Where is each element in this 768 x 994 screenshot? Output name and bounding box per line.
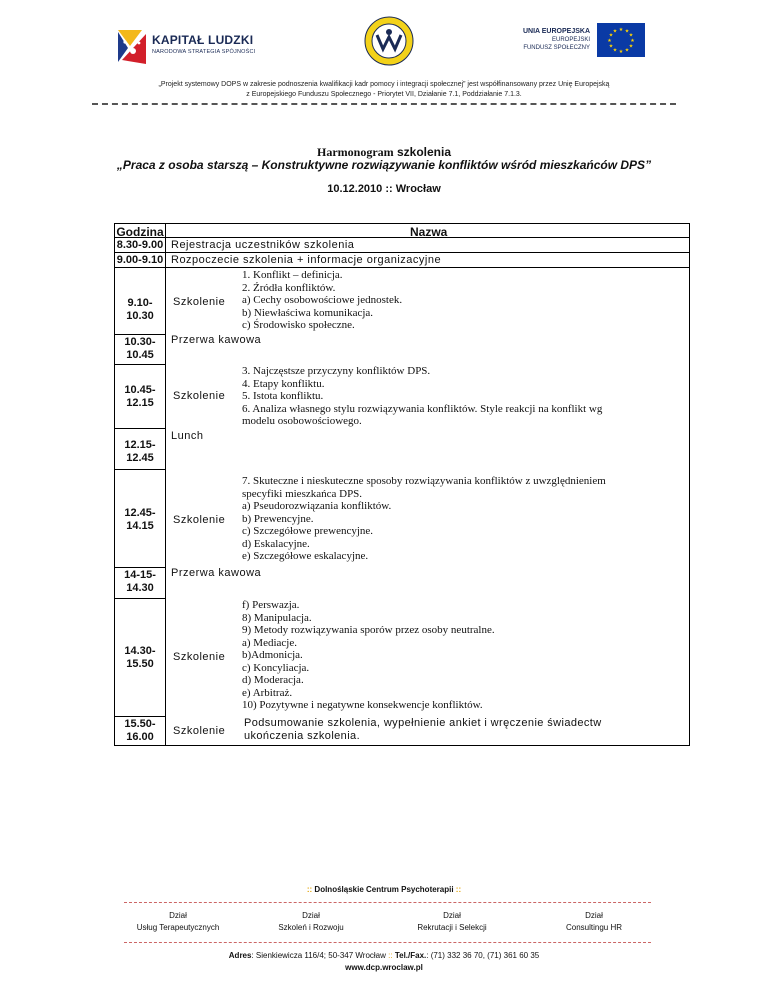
dept-label: Dział: [169, 911, 187, 920]
list-item: a) Cechy osobowościowe jednostek.: [242, 294, 403, 306]
row1-time: 8.30-9.00: [116, 239, 164, 251]
row-divider: [114, 252, 690, 253]
svg-text:★: ★: [608, 43, 614, 50]
eu-line3: FUNDUSZ SPOŁECZNY: [523, 45, 590, 51]
addr-value: : Sienkiewicza 116/4; 50-347 Wrocław: [251, 951, 386, 960]
dept-consulting: [514, 910, 674, 934]
kapital-ludzki-logo-icon: [112, 24, 272, 72]
row9-time-start: 14.30-: [124, 645, 156, 657]
project-line1: „Projekt systemowy DOPS w zakresie podnoszenia kwalifikacji kadr pomocy i integracji społecznej” jest współfinansowany przez Unię Europejską: [158, 81, 610, 88]
row5-time: [114, 384, 166, 410]
list-item: 1. Konflikt – definicja.: [242, 269, 343, 281]
row7-type: Szkolenie: [173, 514, 226, 526]
svg-text:★: ★: [624, 47, 630, 54]
svg-text:★: ★: [624, 28, 630, 35]
row-divider: [114, 469, 166, 470]
dept-name: Consultingu HR: [565, 923, 623, 932]
dept-name: Rekrutacji i Selekcji: [417, 923, 487, 932]
row4-time: [114, 336, 166, 362]
list-item: 3. Najczęstsze przyczyny konfliktów DPS.: [242, 365, 431, 377]
row9-time: [114, 645, 166, 671]
row4-time-end: 10.45: [126, 349, 154, 361]
list-item: a) Mediacje.: [242, 636, 297, 649]
list-item: specyfiki mieszkańca DPS.: [242, 487, 363, 500]
list-item: d) Eskalacyjne.: [242, 537, 310, 550]
row8-time: [114, 569, 166, 595]
list-item: f) Perswazja.: [242, 599, 300, 611]
row7-time-end: 14.15: [126, 520, 154, 532]
list-item: 10) Pozytywne i negatywne konsekwencje konfliktów.: [242, 699, 483, 711]
dept-name: Szkoleń i Rozwoju: [278, 923, 344, 932]
row6-time-start: 12.15-: [124, 439, 156, 451]
row7-time: [114, 507, 166, 533]
row8-time-start: 14-15-: [124, 569, 156, 581]
svg-text:★: ★: [612, 28, 618, 35]
list-item: modelu osobowościowego.: [242, 415, 362, 427]
svg-text:★: ★: [612, 47, 618, 54]
row-divider: [114, 334, 166, 335]
row-divider: [114, 567, 166, 568]
row8-text: Przerwa kawowa: [171, 567, 262, 579]
kl-subtitle: NARODOWA STRATEGIA SPÓJNOŚCI: [152, 49, 256, 55]
header-time: Godzina: [116, 225, 164, 239]
svg-text:★: ★: [608, 32, 614, 39]
doc-title-b: szkolenia: [396, 145, 452, 159]
list-item: c) Koncyliacja.: [242, 661, 310, 674]
row5-type: Szkolenie: [173, 390, 226, 402]
addr-label: Adres: [228, 951, 252, 960]
eu-line1: UNIA EUROPEJSKA: [522, 28, 590, 35]
eu-text: [460, 28, 590, 52]
row3-type: Szkolenie: [173, 296, 226, 308]
list-item: 9) Metody rozwiązywania sporów przez osoby neutralne.: [242, 624, 495, 636]
row4-time-start: 10.30-: [124, 336, 156, 348]
dept-szkolen: [231, 910, 391, 934]
svg-text:★: ★: [618, 27, 624, 33]
doc-subtitle: „Praca z osoba starszą – Konstruktywne rozwiązywanie konfliktów wśród mieszkańców DPS”: [116, 158, 652, 172]
row-divider: [114, 428, 166, 429]
website-link[interactable]: www.dcp.wroclaw.pl: [345, 963, 423, 972]
header-divider: [92, 103, 676, 105]
list-item: a) Pseudorozwiązania konfliktów.: [242, 500, 392, 512]
svg-text:★: ★: [628, 32, 634, 39]
row9-time-end: 15.50: [126, 658, 154, 670]
list-item: b)Admonicja.: [242, 649, 303, 661]
kl-title: KAPITAŁ LUDZKI: [152, 33, 254, 47]
list-item: 7. Skuteczne i nieskuteczne sposoby rozwiązywania konfliktów z uwzględnieniem: [242, 475, 606, 487]
tel-value: : (71) 332 36 70, (71) 361 60 35: [426, 951, 540, 960]
eu-line2: EUROPEJSKI: [551, 37, 590, 43]
row10-time-start: 15.50-: [124, 718, 156, 730]
row9-items: [242, 599, 495, 712]
dept-label: Dział: [302, 911, 320, 920]
row10-time-end: 16.00: [126, 731, 154, 743]
row5-time-start: 10.45-: [124, 384, 156, 396]
row-divider: [114, 364, 166, 365]
row3-items: [242, 269, 402, 332]
row5-time-end: 12.15: [126, 397, 154, 409]
list-item: c) Szczegółowe prewencyjne.: [242, 525, 374, 537]
tel-label: Tel./Fax.: [394, 951, 427, 960]
row-divider: [114, 716, 166, 717]
list-item: e) Szczegółowe eskalacyjne.: [242, 550, 369, 562]
list-item: 6. Analiza własnego stylu rozwiązywania konfliktów. Style reakcji na konflikt wg: [242, 402, 603, 415]
svg-text:★: ★: [618, 49, 624, 55]
project-line2: z Europejskiego Funduszu Społecznego - Priorytet VII, Działanie 7.1, Poddziałanie 7.1.3.: [246, 91, 522, 98]
row7-items: [242, 475, 606, 563]
list-item: c) Środowisko społeczne.: [242, 319, 355, 331]
list-item: b) Prewencyjne.: [242, 512, 314, 525]
row10-line2: ukończenia szkolenia.: [244, 730, 361, 742]
row6-text: Lunch: [171, 430, 204, 442]
list-item: e) Arbitraż.: [242, 686, 293, 699]
row-divider: [114, 237, 690, 238]
list-item: 4. Etapy konfliktu.: [242, 377, 325, 390]
dept-label: Dział: [585, 911, 603, 920]
svg-text:★: ★: [630, 38, 635, 44]
row2-time: 9.00-9.10: [116, 254, 164, 266]
row-divider: [114, 267, 690, 268]
row10-type: Szkolenie: [173, 725, 226, 737]
row10-line1: Podsumowanie szkolenia, wypełnienie ankiet i wręczenie świadectw: [244, 717, 602, 729]
dept-rekrutacji: [372, 910, 532, 934]
svg-text:★: ★: [607, 38, 612, 44]
eu-flag-icon: [597, 23, 645, 57]
list-item: 5. Istota konfliktu.: [242, 390, 324, 402]
row1-text: Rejestracja uczestników szkolenia: [171, 239, 355, 251]
row7-time-start: 12.45-: [124, 507, 156, 519]
doc-title-a: Harmonogram: [316, 145, 394, 159]
list-item: 2. Źródła konfliktów.: [242, 281, 336, 294]
footer-divider: [124, 902, 651, 903]
row2-text: Rozpoczecie szkolenia + informacje organizacyjne: [171, 254, 442, 266]
footer-address: Adres: Sienkiewicza 116/4; 50-347 Wrocław :: Tel./Fax.: (71) 332 36 70, (71) 361 60 35 www.dcp.wroclaw.pl: [228, 951, 540, 972]
list-item: b) Niewłaściwa komunikacja.: [242, 306, 374, 319]
row8-time-end: 14.30: [126, 582, 154, 594]
footer-title: :: Dolnośląskie Centrum Psychoterapii ::: [306, 885, 462, 894]
doc-date: 10.12.2010 :: Wrocław: [327, 183, 441, 195]
row-divider: [114, 598, 166, 599]
project-note: [60, 80, 708, 100]
row4-text: Przerwa kawowa: [171, 334, 262, 346]
center-name: Dolnośląskie Centrum Psychoterapii: [314, 885, 454, 894]
dept-name: Usług Terapeutycznych: [136, 923, 220, 932]
list-item: 8) Manipulacja.: [242, 611, 312, 624]
svg-text:★: ★: [628, 43, 634, 50]
dept-label: Dział: [443, 911, 461, 920]
row9-type: Szkolenie: [173, 651, 226, 663]
list-item: d) Moderacja.: [242, 674, 304, 686]
header-name: Nazwa: [410, 225, 448, 239]
row10-time: [114, 718, 166, 744]
row10-text: [244, 717, 602, 743]
row3-time: 9.10-10.30: [126, 297, 154, 322]
dolnoslaski-osrodek-seal-icon: [363, 15, 415, 67]
row5-items: [242, 365, 602, 428]
row6-time: [114, 439, 166, 465]
row6-time-end: 12.45: [126, 452, 154, 464]
footer-divider: [124, 942, 651, 943]
